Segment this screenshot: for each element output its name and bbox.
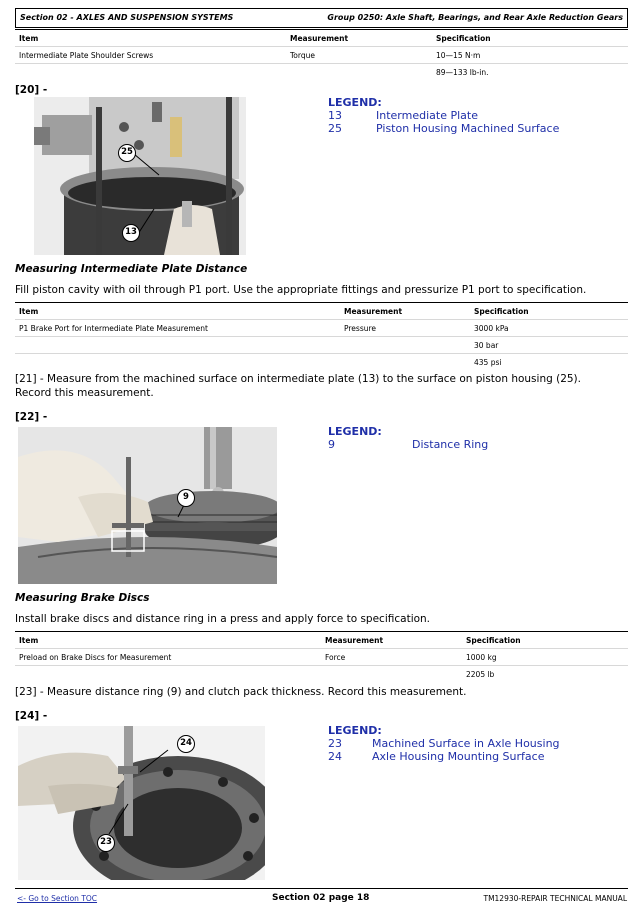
callout-24: 24 <box>177 735 195 753</box>
legend-num: 24 <box>328 750 342 763</box>
col-item: Item <box>19 307 39 316</box>
cell-spec: 435 psi <box>474 358 502 367</box>
col-specification: Specification <box>474 307 529 316</box>
legend-text: Distance Ring <box>412 438 489 451</box>
photo-distance-ring <box>18 427 277 584</box>
col-measurement: Measurement <box>344 307 403 316</box>
section-title: Section 02 - AXLES AND SUSPENSION SYSTEMS <box>20 13 234 22</box>
photo-piston-housing <box>34 97 246 255</box>
legend-item <box>328 750 568 763</box>
subheading-intermediate-plate: Measuring Intermediate Plate Distance <box>15 263 248 275</box>
legend-step-24 <box>328 724 568 763</box>
cell-spec: 30 bar <box>474 341 499 350</box>
table-header-row <box>15 631 628 648</box>
callout-13: 13 <box>122 224 140 242</box>
step-24-label: [24] - <box>15 710 48 722</box>
cell-spec: 89—133 lb-in. <box>436 68 489 77</box>
photo-axle-housing <box>18 726 265 880</box>
step-20-label: [20] - <box>15 84 48 96</box>
col-measurement: Measurement <box>290 34 349 43</box>
legend-item <box>328 438 548 451</box>
page-header <box>15 8 628 28</box>
legend-text: Piston Housing Machined Surface <box>376 122 560 135</box>
cell-item: P1 Brake Port for Intermediate Plate Measurement <box>19 324 208 333</box>
manual-title: TM12930-REPAIR TECHNICAL MANUAL <box>483 894 627 903</box>
cell-item: Intermediate Plate Shoulder Screws <box>19 51 154 60</box>
col-specification: Specification <box>466 636 521 645</box>
step-21-text: [21] - Measure from the machined surface on intermediate plate (13) to the surface on piston housing (25). Record this measurement. <box>15 373 581 399</box>
legend-num: 23 <box>328 737 342 750</box>
instruction-text: Install brake discs and distance ring in a press and apply force to specification. <box>15 613 431 625</box>
legend-title: LEGEND: <box>328 724 382 737</box>
cell-spec: 2205 lb <box>466 670 495 679</box>
legend-step-22 <box>328 425 548 451</box>
legend-title: LEGEND: <box>328 425 382 438</box>
table-row <box>15 648 628 665</box>
legend-text: Axle Housing Mounting Surface <box>372 750 545 763</box>
axle-housing-illustration <box>18 726 265 880</box>
legend-item <box>328 122 560 135</box>
spec-table-p1-pressure <box>15 302 628 370</box>
legend-text: Intermediate Plate <box>376 109 478 122</box>
legend-num: 25 <box>328 122 342 135</box>
table-row <box>15 63 628 80</box>
footer-divider <box>15 888 628 889</box>
col-item: Item <box>19 34 39 43</box>
col-item: Item <box>19 636 39 645</box>
callout-25: 25 <box>118 144 136 162</box>
legend-num: 9 <box>328 438 335 451</box>
group-title: Group 0250: Axle Shaft, Bearings, and Rear Axle Reduction Gears <box>327 13 623 22</box>
distance-ring-illustration <box>18 427 277 584</box>
instruction-text: Fill piston cavity with oil through P1 port. Use the appropriate fittings and pressurize P1 port to specification. <box>15 284 587 296</box>
spec-table-brake-preload <box>15 631 628 682</box>
table-row <box>15 46 628 63</box>
subheading-brake-discs: Measuring Brake Discs <box>15 592 150 604</box>
callout-9: 9 <box>177 489 195 507</box>
cell-measurement: Torque <box>290 51 315 60</box>
table-row <box>15 353 628 370</box>
legend-item <box>328 737 568 750</box>
step-22-label: [22] - <box>15 411 48 423</box>
table-header-row <box>15 29 628 46</box>
callout-23: 23 <box>97 834 115 852</box>
page-number: Section 02 page 18 <box>272 893 370 903</box>
legend-step-20 <box>328 96 560 135</box>
cell-spec: 3000 kPa <box>474 324 509 333</box>
legend-num: 13 <box>328 109 342 122</box>
section-toc-link[interactable]: <- Go to Section TOC <box>17 894 98 903</box>
legend-text: Machined Surface in Axle Housing <box>372 737 560 750</box>
cell-item: Preload on Brake Discs for Measurement <box>19 653 172 662</box>
col-specification: Specification <box>436 34 491 43</box>
cell-measurement: Force <box>325 653 346 662</box>
cell-measurement: Pressure <box>344 324 377 333</box>
spec-table-shoulder-screws <box>15 29 628 80</box>
table-row <box>15 336 628 353</box>
table-row <box>15 319 628 336</box>
table-header-row <box>15 302 628 319</box>
col-measurement: Measurement <box>325 636 384 645</box>
cell-spec: 1000 kg <box>466 653 497 662</box>
legend-item <box>328 109 548 122</box>
step-23-text: [23] - Measure distance ring (9) and clutch pack thickness. Record this measurement. <box>15 686 467 698</box>
cell-spec: 10—15 N·m <box>436 51 481 60</box>
piston-housing-illustration <box>34 97 246 255</box>
legend-title: LEGEND: <box>328 96 382 109</box>
table-row <box>15 665 628 682</box>
